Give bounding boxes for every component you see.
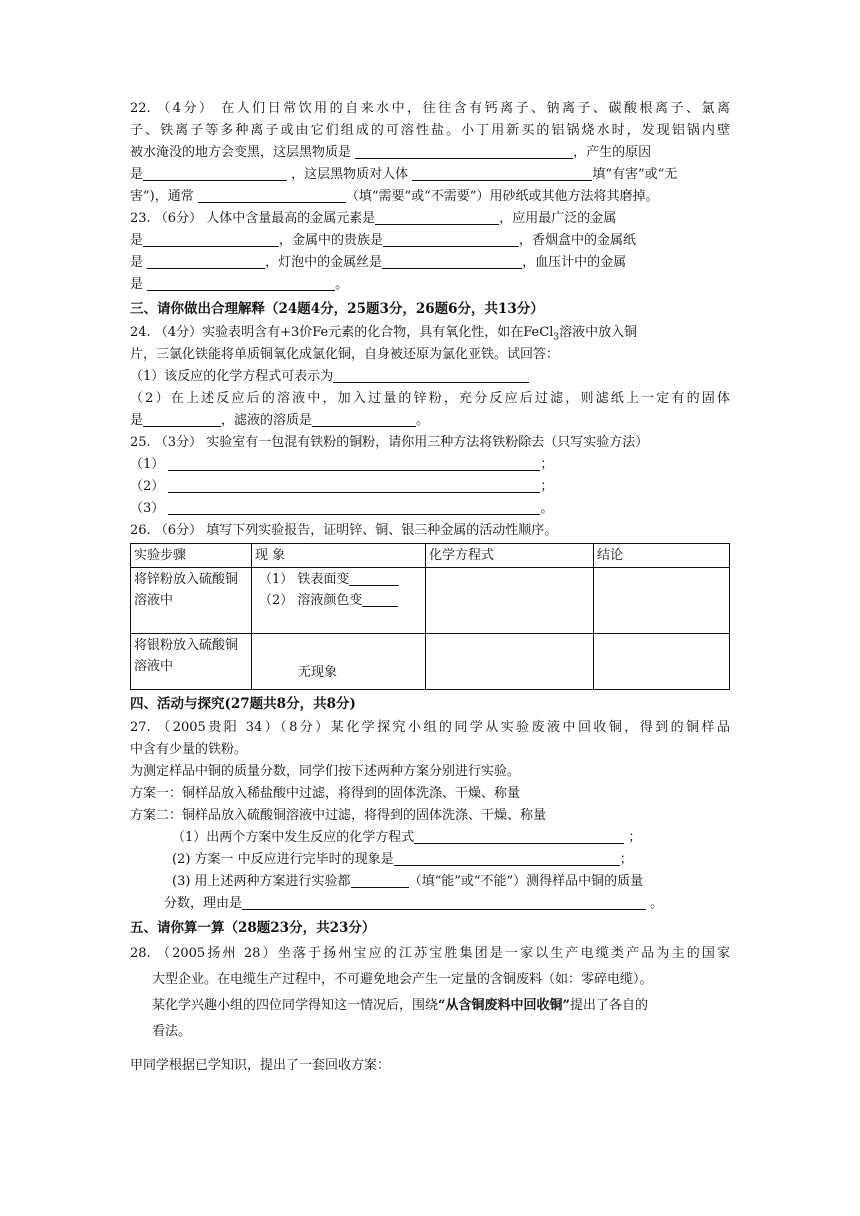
q25-method-2: （2） ； xyxy=(130,479,554,494)
q22-blank-reason[interactable] xyxy=(143,166,287,181)
table-row xyxy=(131,634,730,690)
q27-plan-1: 方案一：铜样品放入稀盐酸中过滤，将得到的固体洗涤、干燥、称量 xyxy=(130,786,521,801)
q22-blank-need[interactable] xyxy=(198,188,346,203)
q28-line-4: 看法。 xyxy=(152,1024,192,1039)
row1-conclusion-cell[interactable] xyxy=(594,568,730,634)
q22-line-4: 是 ，这层黑物质对人体 填“有害”或“无 xyxy=(130,167,678,182)
q27-plan-2: 方案二：铜样品放入硫酸铜溶液中过滤，将得到的固体洗涤、干燥、称量 xyxy=(130,808,547,823)
q25-blank-1[interactable] xyxy=(168,456,540,471)
q22-blank-harm[interactable] xyxy=(412,166,592,181)
q23-line-2: 是 ，金属中的贵族是 ，香烟盒中的金属纸 xyxy=(130,233,637,248)
table-header-row xyxy=(131,544,730,568)
q23-blank-1[interactable] xyxy=(375,210,499,225)
q24-line-5: 是 ，滤液的溶质是 。 xyxy=(130,413,430,428)
table-header-equation: 化学方程式 xyxy=(426,544,594,568)
q25-line-1: 25. （3分） 实验室有一包混有铁粉的铜粉，请你用三种方法将铁粉除去（只写实验方法） xyxy=(130,435,649,450)
row1-observation: （1） 铁表面变 （2） 溶液颜色变 xyxy=(252,568,426,634)
table-header-conclusion: 结论 xyxy=(594,544,730,568)
q25-method-3: （3） 。 xyxy=(130,501,554,516)
q28-line-2: 大型企业。在电缆生产过程中，不可避免地会产生一定量的含铜废料（如：零碎电缆）。 xyxy=(152,972,653,987)
q27-line-1: 27. （2005贵阳 34）（8分）某化学探究小组的同学从实验废液中回收铜，得到的铜样品 xyxy=(130,720,730,735)
q22-blank-black-substance[interactable] xyxy=(355,144,573,159)
q24-line-2: 片，三氯化铁能将单质铜氧化成氯化铜，自身被还原为氯化亚铁。试回答： xyxy=(130,347,560,362)
q27-line-2: 中含有少量的铁粉。 xyxy=(130,742,248,757)
q24-blank-solute[interactable] xyxy=(312,412,416,427)
q27-line-3: 为测定样品中铜的质量分数，同学们按下述两种方案分别进行实验。 xyxy=(130,764,521,779)
section-3-heading: 三、请你做出合理解释（24题4分，25题3分，26题6分，共13分） xyxy=(130,301,544,317)
q26-report-table xyxy=(130,543,730,690)
q27-sub-3: (3) 用上述两种方案进行实验都 （填“能”或“不能”）测得样品中铜的质量 xyxy=(172,874,644,889)
q27-sub-2: (2) 方案一 中反应进行完毕时的现象是 ； xyxy=(172,852,633,867)
q22-line-3: 被水淹没的地方会变黑，这层黑物质是 ，产生的原因 xyxy=(130,145,652,160)
q25-blank-2[interactable] xyxy=(168,478,540,493)
q24-line-3: （1）该反应的化学方程式可表示为 xyxy=(130,366,730,388)
row2-step: 将银粉放入硫酸铜溶液中 xyxy=(131,634,252,690)
q26-line-1: 26. （6分） 填写下列实验报告，证明锌、铜、银三种金属的活动性顺序。 xyxy=(130,523,558,538)
q24-blank-equation[interactable] xyxy=(333,368,529,383)
row2-conclusion-cell[interactable] xyxy=(594,634,730,690)
section-5-heading: 五、请你算一算（28题23分，共23分） xyxy=(130,920,376,936)
q27-blank-can[interactable] xyxy=(351,873,409,888)
q27-blank-equation[interactable] xyxy=(414,829,624,844)
table-header-observation: 现 象 xyxy=(252,544,426,568)
q27-blank-phenomenon[interactable] xyxy=(394,851,620,866)
q25-method-1: （1） ； xyxy=(130,457,554,472)
exam-page xyxy=(130,98,730,1079)
row1-equation-cell[interactable] xyxy=(426,568,594,634)
q27-blank-reason[interactable] xyxy=(242,895,646,910)
q27-sub-3-cont: 分数，理由是 。 xyxy=(164,896,664,911)
q28-line-1: 28. （2005扬州 28）坐落于扬州宝应的江苏宝胜集团是一家以生产电缆类产品为主的国家 xyxy=(130,946,730,961)
row1-step: 将锌粉放入硫酸铜溶液中 xyxy=(131,568,252,634)
q24-line-1: 24. （4分）实验表明含有+3价Fe元素的化合物，具有氧化性，如在FeCl$_3$溶液中放入铜 xyxy=(130,325,638,343)
row1-blank-surface[interactable] xyxy=(349,571,399,586)
q28-line-3: 某化学兴趣小组的四位同学得知这一情况后，围绕“从含铜废料中回收铜”提出了各自的 xyxy=(152,998,648,1013)
table-row xyxy=(131,568,730,634)
row2-equation-cell[interactable] xyxy=(426,634,594,690)
table-header-step: 实验步骤 xyxy=(131,544,252,568)
q22-line-1: 22. （4分） 在人们日常饮用的自来水中，往往含有钙离子、钠离子、碳酸根离子、氯离 xyxy=(130,101,730,116)
q23-blank-4[interactable] xyxy=(147,254,265,269)
q22-line-5: 害”)，通常 （填“需要”或“不需要”）用砂纸或其他方法将其磨掉。 xyxy=(130,189,659,204)
q27-sub-1: （1）出两个方案中发生反应的化学方程式 ； xyxy=(172,830,642,845)
q23-blank-5[interactable] xyxy=(382,254,522,269)
q24-line-4: （2）在上述反应后的溶液中，加入过量的锌粉，充分反应后过滤，则滤纸上一定有的固体 xyxy=(130,391,730,406)
q22-line-2: 子、铁离子等多种离子或由它们组成的可溶性盐。小丁用新买的铝锅烧水时，发现铝锅内壁 xyxy=(130,123,730,138)
q23-blank-2[interactable] xyxy=(143,232,279,247)
row1-blank-color[interactable] xyxy=(362,592,398,607)
section-4-heading: 四、活动与探究(27题共8分，共8分) xyxy=(130,696,356,712)
row2-observation: 无现象 xyxy=(252,634,426,690)
q28-line-5: 甲同学根据已学知识，提出了一套回收方案： xyxy=(130,1058,391,1073)
q23-blank-3[interactable] xyxy=(383,232,519,247)
q23-line-1: 23. （6分） 人体中含量最高的金属元素是 ，应用最广泛的金属 xyxy=(130,211,617,226)
q23-line-3: 是 ，灯泡中的金属丝是 ，血压计中的金属 xyxy=(130,255,627,270)
q23-blank-6[interactable] xyxy=(147,276,335,291)
q25-blank-3[interactable] xyxy=(168,500,540,515)
q24-blank-solid[interactable] xyxy=(143,412,221,427)
q23-line-4: 是 。 xyxy=(130,277,349,292)
